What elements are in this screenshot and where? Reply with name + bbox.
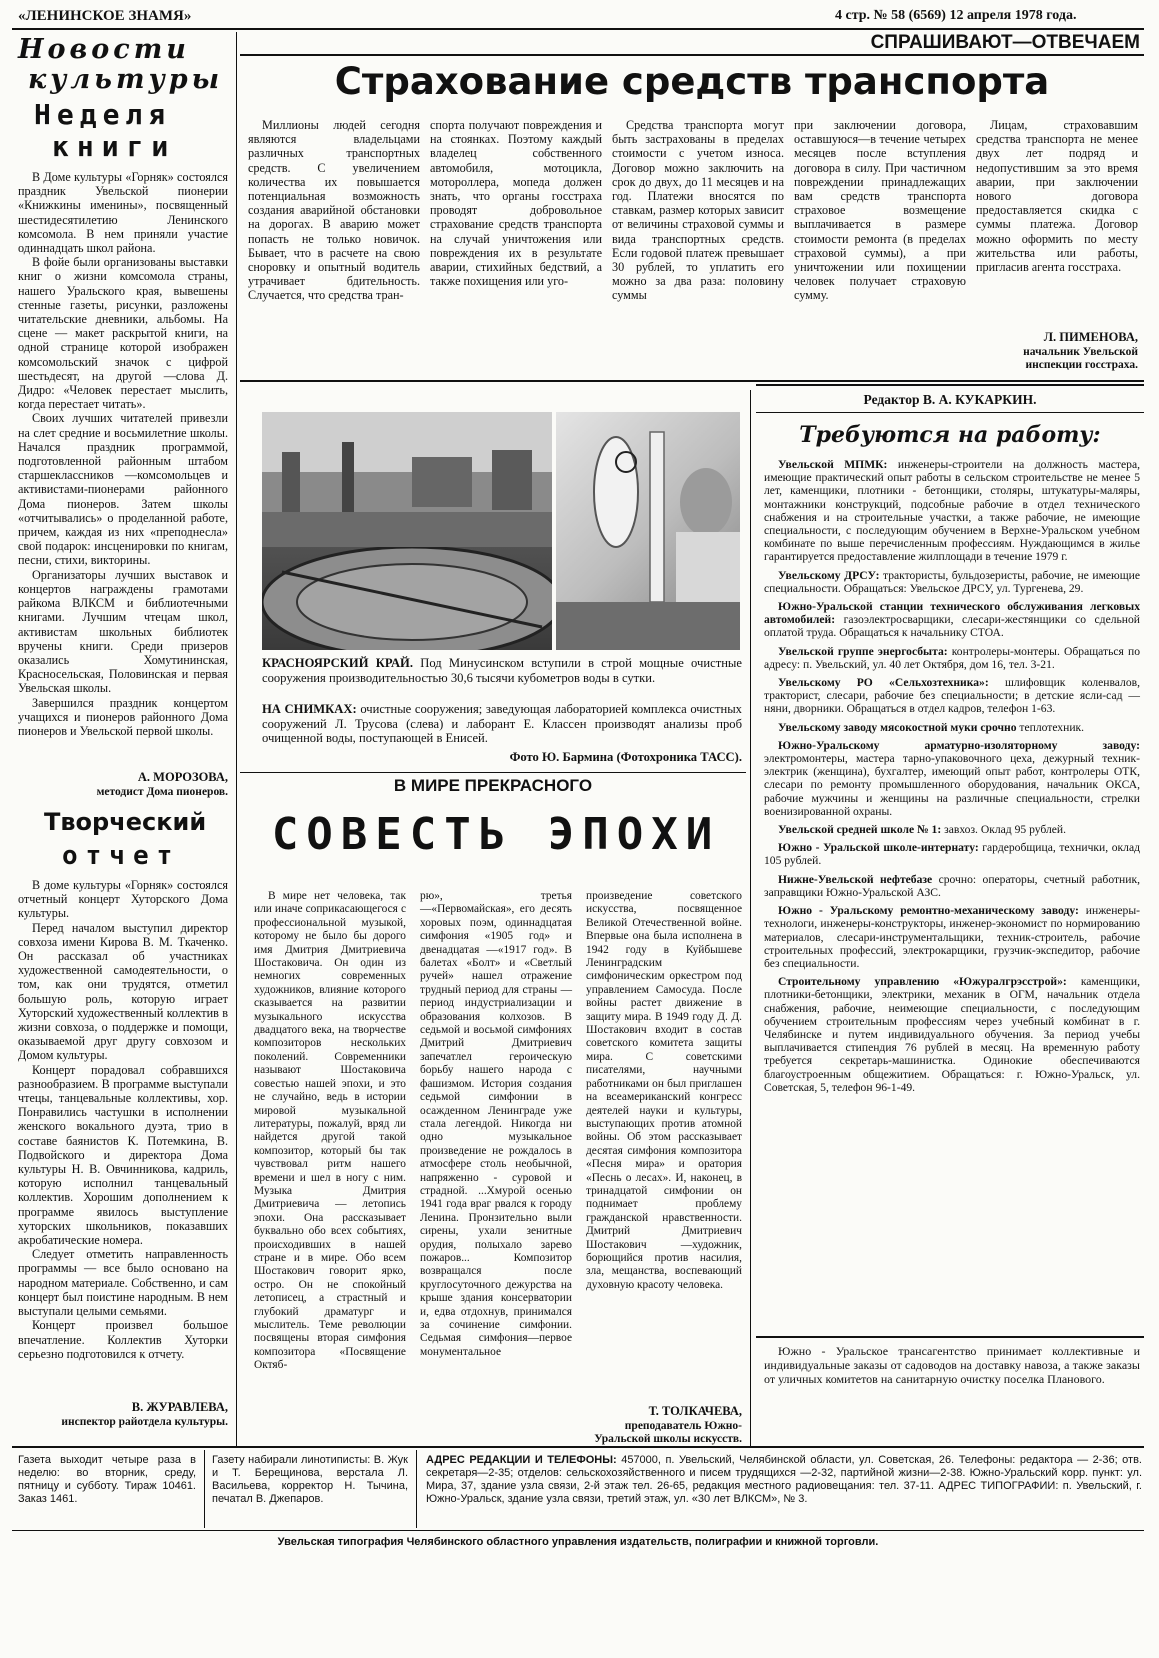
jobs-list [764, 458, 1140, 1099]
transport-agency-notice [764, 1344, 1140, 1386]
job-text: гардеробщица, технички, оклад 105 рублей. [764, 841, 1140, 868]
culture-rubric-1: Новости [18, 34, 190, 65]
job-text: контролеры-монтеры. Обращаться по адресу: п. Увельский, ул. 40 лет Октября, дом 16, тел. 3-21. [764, 644, 1140, 671]
footer-schedule: Газета выходит четыре раза в неделю: во вторник, среду, пятницу и субботу. Тираж 10461. Заказ 1461. [18, 1454, 196, 1505]
job-text: срочно: операторы, счетный работник, заправщики Южно-Уральской АЗС. [764, 872, 1140, 899]
week-signature-role: методист Дома пионеров. [96, 786, 228, 798]
footer-rule-1 [204, 1450, 205, 1528]
job-item [764, 739, 1140, 818]
photo-caption-lead: КРАСНОЯРСКИЙ КРАЙ. [262, 656, 413, 670]
report-p3: Концерт порадовал собравшихся разнообразием. В программе выступали чтецы, танцевальные коллективы, хор. Понравились частушки в исполнении женского вокального дуэта, трио в составе баянистов К. Потемкина, В. Подвойского и директора Дома культуры Н. В. Овчинникова, кадриль, которую исполнил танцевальный коллектив. Хорошим дополнением к программе явилось выступление хуторских школьников, показавших акробатические номера. [18, 1062, 228, 1248]
job-lead: Увельской МПМК: [778, 458, 888, 471]
photo-credit: Фото Ю. Бармина (Фотохроника ТАСС). [509, 750, 742, 764]
report-p1: В доме культуры «Горняк» состоялся отчетный концерт Хуторского Дома культуры. [18, 878, 228, 921]
conscience-col-1 [254, 890, 406, 1373]
conscience-signature: Т. ТОЛКАЧЕВА, [648, 1404, 742, 1418]
transport-top-rule [756, 1336, 1144, 1338]
footer-top-rule [12, 1446, 1144, 1448]
job-lead: Нижне-Увельской нефтебазе [778, 872, 933, 886]
job-lead: Строительному управлению «Южуралгрэсстрой»: [778, 975, 1067, 989]
insurance-col-1-text: Миллионы людей сегодня являются владельцами различных транспортных средств. С увеличением количества их повышается потенциальная возможность создания аварийной обстановки на дорогах. В аварию может попасть не только новичок. Бывает, что в расчете на свою сноровку и опытный водитель утрачивает бдительность. Случается, что средства тран- [248, 118, 420, 303]
week-p5: Завершился праздник концертом учащихся и пионеров районного Дома пионеров и Увельской первой школы. [18, 695, 228, 738]
job-item [764, 904, 1140, 970]
job-text: каменщики, плотники-бетонщики, электрики, механик в ОГМ, начальник отдела снабжения, рабочие, неимеющие специальности, с последующим обучением строительным профессиям через учебный комбинат в г. Челябинске и путем индивидуального обучения. За период учебы выплачивается стипендия 76 рублей в месяц. На временную работу требуется секретарь-машинистка. Одинокие обеспечиваются благоустроенным общежитием. Обращаться: г. Южно-Уральск, ул. Советская, 5, телефон 96-1-49. [764, 975, 1140, 1094]
report-signature: В. ЖУРАВЛЕВА, [131, 1400, 228, 1414]
job-item [764, 873, 1140, 899]
insurance-signature-role: начальник Увельской инспекции госстраха. [1023, 346, 1138, 371]
editor-bottom-rule [756, 412, 1144, 413]
footer-address-text: 457000, п. Увельский, Челябинской области, ул. Советская, 26. Телефоны: редактора — 2-36; отв. секретаря—2-35; отделов: сельскохозяйственного и писем трудящихся —2-32, партийной жизни—2-38. Южно-Уральский корр. пункт: ул. Мира, 37, здание узла связи, 2-й этаж тел. 26-65, редакция местного радиовещания: тел. 37-11. АДРЕС ТИПОГРАФИИ: п. Увельский, г. Южно-Уральск, здание узла связи, третий этаж, ул. «30 лет ВЛКСМ», № 3. [426, 1454, 1142, 1505]
photo-caption-main: Под Минусинском вступили в строй мощные очистные сооружения производительностью 30,6 тысячи кубометров воды в сутки. [262, 656, 742, 685]
conscience-col-2 [420, 890, 572, 1359]
report-p2: Перед началом выступил директор совхоза имени Кирова В. М. Ткаченко. Он рассказал об участниках художественной самодеятельности, о том, как они трудятся, отметил большую роль, которую играет Хуторский художественный коллектив в жизни совхоза, о поддержке и помощи, оказываемой друг другу совхозом и Домом культуры. [18, 920, 228, 1063]
job-text: инженеры-технологи, инженеры-конструкторы, инженер-экономист по нормированию материалов, слесари-инструментальщики, техник-строитель, рабочие строительных профессий, электрокарщики, грузчик-экспедитор, рабочие без специальности. [764, 904, 1140, 970]
footer-typeset: Газету набирали линотиписты: В. Жук и Т. Берещинова, верстала Л. Васильева, корректор Н. Тычина, печатал В. Джепаров. [212, 1454, 408, 1505]
job-text: шлифовщик коленвалов, тракторист, слесари, рабочие без специальности; в детские ясли-сад — няни, дворники. Обращаться в отдел кадров, телефон 1-63. [764, 676, 1140, 716]
left-column-rule [236, 32, 237, 1446]
editor-top-rule [756, 384, 1144, 386]
job-text: завхоз. Оклад 95 рублей. [944, 823, 1067, 837]
job-item [764, 841, 1140, 867]
conscience-col-1-text: В мире нет человека, так или иначе соприкасающегося с профессиональной музыкой, которому не было бы дорого имя Дмитрия Дмитриевича Шостаковича. Он один из немногих современных художников, влияние которого сказывается на развитии музыкального искусства двадцатого века, на творчестве композиторов нескольких поколений. Современники называют Шостаковича совестью нашей эпохи, и это не случайно, ведь в истории мировой музыкальной литературы, пожалуй, вряд ли найдется другой такой композитор, который бы так чувствовал ритм нашего времени и шел в ногу с ним. Музыка Дмитрия Дмитриевича — летопись эпохи. Она рассказывает буквально обо всех событиях, происходивших в нашей стране и в мире. Обо всем Шостакович говорит ярко, остро. Он не спокойный летописец, а страстный и глубокий драматург и мыслитель. Теме революции посвящены вторая симфония композитора «Посвящение Октяб- [254, 890, 406, 1372]
footer-printer: Увельская типография Челябинского областного управления издательств, полиграфии и книжной торговли. [277, 1536, 879, 1548]
job-lead: Увельской группе энергосбыта: [778, 644, 948, 658]
job-lead: Увельскому заводу мясокостной муки срочно [778, 720, 1017, 734]
footer-address-title: АДРЕС РЕДАКЦИИ И ТЕЛЕФОНЫ: [426, 1454, 617, 1466]
treatment-plant-illustration [262, 412, 552, 650]
job-lead: Южно - Уральской школе-интернату: [778, 841, 979, 855]
treatment-plant-photo [262, 412, 552, 650]
conscience-rubric: В МИРЕ ПРЕКРАСНОГО [393, 776, 593, 795]
report-p5: Концерт произвел большое впечатление. Коллектив Хуторки серьезно подготовился к отчету. [18, 1318, 228, 1361]
insurance-title: Страхование средств транспорта [334, 60, 1050, 103]
job-item [764, 569, 1140, 595]
insurance-signature: Л. ПИМЕНОВА, [1043, 330, 1138, 344]
report-signature-role: инспектор райотдела культуры. [61, 1416, 228, 1428]
job-lead: Увельскому РО «Сельхозтехника»: [778, 676, 989, 690]
week-article [18, 170, 228, 738]
insurance-col-1 [248, 118, 420, 303]
job-item [764, 975, 1140, 1094]
job-item [764, 676, 1140, 716]
insurance-col-3-text: Средства транспорта могут быть застрахованы в пределах стоимости с учетом износа. Договор можно заключить на срок до двух, до 11 месяцев и на год. Платежи вносятся по ставкам, размер которых зависит от величины страховой суммы и вида транспортных средств. Если годовой платеж превышает 30 рублей, то уплатить его можно за два раза: половину суммы [612, 118, 784, 303]
middle-right-rule [750, 390, 751, 1446]
report-p4: Следует отметить направленность программы — все было основано на народном материале. Собственно, и сам концерт был поистине народным. В нем выступали целыми семьями. [18, 1247, 228, 1319]
photo-caption [262, 656, 742, 685]
report-title-2: отчет [62, 841, 181, 871]
job-item [764, 721, 1140, 734]
insurance-col-4 [794, 118, 966, 303]
editor-line: Редактор В. А. КУКАРКИН. [863, 392, 1037, 407]
week-title-1: Неделя [34, 98, 172, 131]
photo-caption-lead-2: НА СНИМКАХ: [262, 702, 357, 716]
report-title-1: Творческий [44, 808, 207, 836]
job-item [764, 458, 1140, 564]
jobs-title: Требуются на работу: [799, 422, 1101, 448]
insurance-bottom-rule [240, 380, 1144, 382]
job-text: газоэлектросварщики, слесари-жестянщики со сдельной оплатой труда. Обращаться к начальнику СТОА. [764, 613, 1140, 640]
job-item [764, 645, 1140, 671]
newspaper-name: «ЛЕНИНСКОЕ ЗНАМЯ» [18, 8, 192, 24]
conscience-title: СОВЕСТЬ ЭПОХИ [271, 809, 721, 860]
job-lead: Южно-Уральскому арматурно-изоляторному заводу: [778, 738, 1140, 752]
job-text: электромонтеры, мастера тарно-упаковочного цеха, дежурный техник-электрик (женщина), бухгалтер, имеющий опыт работ, контролеры ОТК, слесари по ремонту промышленного оборудования, начальник ОКСА, рабочие мужчины и женщины на различные специальности, стрелки военизированной охраны. [764, 752, 1140, 818]
footer-rule-2 [416, 1450, 417, 1528]
photo-caption-2 [262, 702, 742, 746]
insurance-col-2 [430, 118, 602, 288]
culture-rubric-2: культуры [28, 64, 224, 95]
week-p1: В Доме культуры «Горняк» состоялся праздник Увельской пионерии «Книжкины именины», посвященный шестидесятилетию Ленинского комсомола. В нем приняли участие одиннадцать школ района. [18, 170, 228, 256]
insurance-col-2-text: спорта получают повреждения и на стоянках. Поэтому каждый владелец собственного автомобиля, мотоцикла, мотороллера, мопеда должен знать, что органы госстраха проводят добровольное страхование средств транспорта на случай уничтожения или повреждения их в результате аварии, стихийных бедствий, а также похищения или уго- [430, 118, 602, 289]
qa-rule [240, 54, 1144, 56]
qa-rubric: СПРАШИВАЮТ—ОТВЕЧАЕМ [870, 32, 1140, 53]
week-title-2: книги [52, 130, 177, 163]
job-item [764, 823, 1140, 836]
conscience-col-2-text: рю», третья —«Первомайская», его десять хоровых поэм, одиннадцатая симфония «1905 год» и двенадцатая —«1917 год». В балетах «Болт» и «Светлый ручей» нашел отражение трудный период для страны —период индустриализации и образования колхозов. В седьмой и восьмой симфониях Дмитрий Дмитриевич запечатлел героическую борьбу нашего народа с фашизмом. История создания седьмой симфонии в осажденном Ленинграде уже стала легендой. Никогда ни одно музыкальное произведение не рождалось в атмосфере столь необычной, напряженно - суровой и страдной. ...Хмурой осенью 1941 года враг рвался к городу Ленина. Пронзительно выли сирены, ухали зенитные орудия, полыхало зарево пожаров... Композитор возвращался после круглосуточного дежурства на крыше здания консерватории и, едва отдохнув, принимался за сочинение симфонии. Седьмая симфония—первое монументальное [420, 890, 572, 1358]
week-p2: В фойе были организованы выставки книг о жизни комсомола страны, нашего Уральского края, вывешены стенные газеты, рисунки, разложены читательские дневники, альбомы. На сцене — макет раскрытой книги, на одной странице которой изображен комсомольский значок с цифрой шестьдесят, на другой —слова Д. Дидро: «Человек перестает мыслить, когда перестает читать». [18, 255, 228, 412]
footer-bottom-rule [12, 1530, 1144, 1531]
job-text: инженеры-строители на должность мастера, имеющие практический опыт работы в сельском строительстве не менее 5 лет, каменщики, плотники - бетонщики, столяры, штукатуры-маляры, монтажники конструкций, подсобные рабочие в отдел технического снабжения и на строительные участки, а также рабочие, не имеющие специальности, с последующим обучением в Верхне-Уральском учебном комбинате по выше перечисленным профессиям. Нуждающимся в жилье гарантируется предоставление жилплощади в течение 1979 г. [764, 458, 1140, 564]
week-p4: Организаторы лучших выставок и концертов награждены грамотами райкома ВЛКСМ и библиотечными книгами. Лучшим чтецам школ, активистам школьных библиотек вручены книги. Среди призеров оказались Хомутининская, Красносельская, Половинская и первая Увельская школы. [18, 567, 228, 696]
report-article [18, 878, 228, 1361]
conscience-top-rule [240, 772, 746, 773]
insurance-col-5-text: Лицам, страховавшим средства транспорта не менее двух лет подряд и недопустившим за это время аварии, при заключении нового договора предоставляется скидка с суммы платежа. Договор можно оформить по месту жительства или работы, пригласив агента госстраха. [976, 118, 1138, 275]
job-lead: Южно-Уральской станции технического обслуживания легковых автомобилей: [764, 600, 1140, 627]
job-item [764, 600, 1140, 640]
laboratory-photo [556, 412, 740, 650]
insurance-col-5 [976, 118, 1138, 274]
job-text: трактористы, бульдозеристы, рабочие, не имеющие специальности. Обращаться: Увельское ДРСУ, ул. Тургенева, 29. [764, 568, 1141, 595]
conscience-col-3 [586, 890, 742, 1292]
insurance-col-3 [612, 118, 784, 303]
conscience-col-3-text: произведение советского искусства, посвященное Великой Отечественной войне. Впервые она была исполнена в 1942 году в Куйбышеве Ленинградским симфоническим оркестром под управлением Самосуда. После войны растет движение в защиту мира. В 1949 году Д. Д. Шостакович входит в состав советского комитета защиты мира. С советскими писателями, научными работниками он был приглашен на всеамериканский конгресс деятелей науки и культуры, выступающих против атомной войны. Об этом рассказывает десятая симфония композитора «Песня мира» и оратория «Песнь о лесах». И, наконец, в тринадцатой симфонии он поднимает проблему гражданской нравственности. Дмитрий Дмитриевич Шостакович —художник, борющийся против насилия, зла, мещанства, воспевающий духовную красоту человека. [586, 890, 742, 1291]
transport-agency-text: Южно - Уральское трансагентство принимает коллективные и индивидуальные заказы от садоводов на доставку навоза, а также заказы от уличных комитетов на санитарную очистку поселка Планового. [764, 1344, 1140, 1386]
conscience-signature-role: преподаватель Южно-Уральской школы искусств. [594, 1420, 742, 1445]
issue-line: 4 стр. № 58 (6569) 12 апреля 1978 года. [835, 8, 1077, 23]
job-lead: Увельскому ДРСУ: [778, 568, 880, 582]
top-rule [12, 28, 1144, 30]
week-p3: Своих лучших читателей привезли на слет средние и восьмилетние школы. Начался праздник программой, подготовленной районным штабом старшеклассников —комсомольцев и активистами-пионерами районного Дома пионеров. Затем школы «отчитывались» о проделанной работе, причем, каждая из них «преподнесла» свой подарок: инсценировки по книгам, песни, стихи, викторины. [18, 411, 228, 568]
job-text: теплотехник. [1019, 720, 1085, 734]
laboratory-illustration [556, 412, 740, 650]
week-signature: А. МОРОЗОВА, [137, 770, 228, 784]
job-lead: Увельской средней школе № 1: [778, 823, 942, 837]
photo-caption-main-2: очистные сооружения; заведующая лабораторией комплекса очистных сооружений Л. Трусова (слева) и лаборант Е. Классен производят анализы проб очищенной воды, поступающей в Енисей. [262, 702, 742, 745]
job-lead: Южно - Уральскому ремонтно-механическому заводу: [778, 904, 1079, 918]
insurance-col-4-text: при заключении договора, оставшуюся—в течение четырех месяцев после вступления договора в силу. При частичном повреждении принадлежащих вам средств транспорта страховое возмещение выплачивается в размере стоимости ремонта (в пределах страховой суммы), а при уничтожении или похищении человек получает страховую сумму. [794, 118, 966, 303]
footer-address [426, 1454, 1142, 1506]
